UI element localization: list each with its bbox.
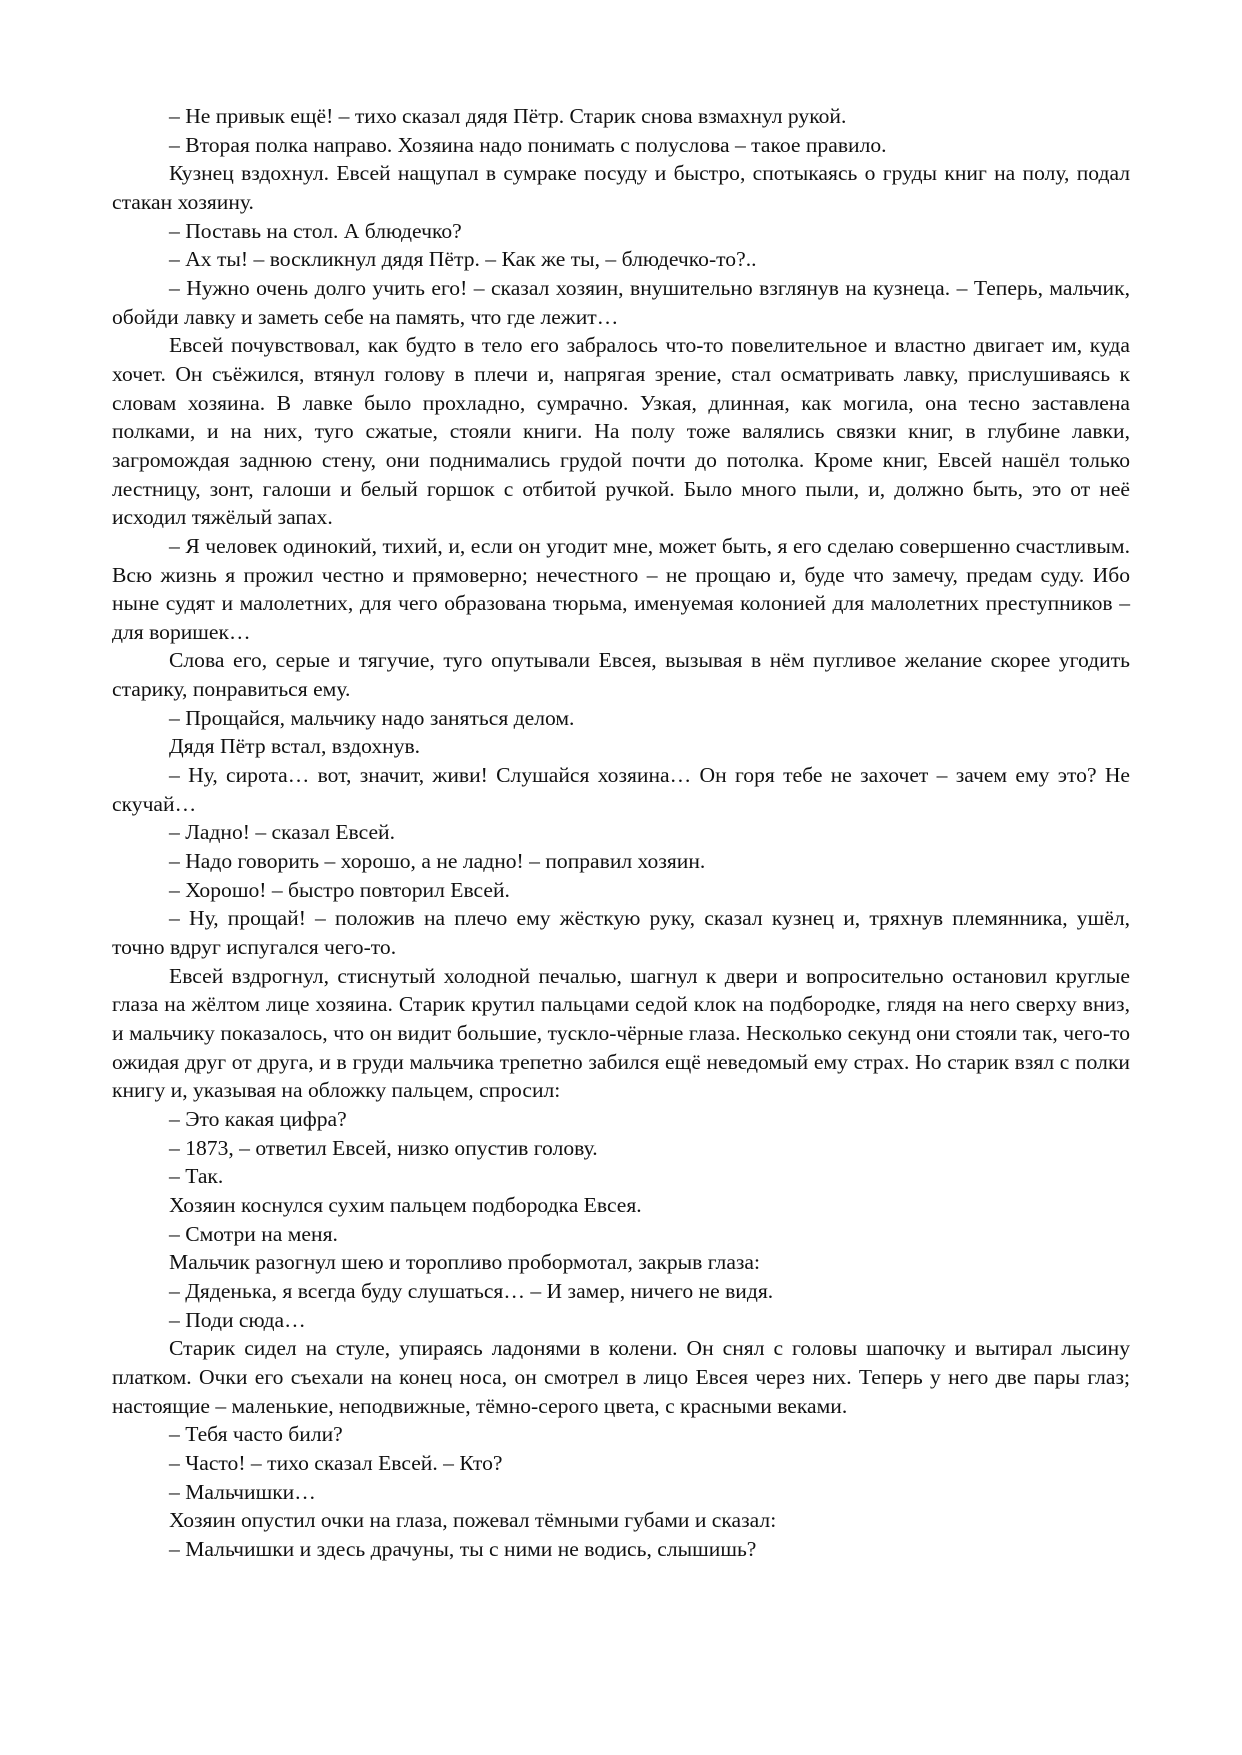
paragraph: – Ах ты! – воскликнул дядя Пётр. – Как же ты, – блюдечко-то?.. (169, 247, 757, 272)
paragraph: – Надо говорить – хорошо, а не ладно! – поправил хозяин. (169, 849, 706, 874)
paragraph: – Я человек одинокий, тихий, и, если он угодит мне, может быть, я его сделаю совершенно счастливым. Всю жизнь я прожил честно и прямоверно; нечестного – не прощаю и, буде что замечу, предам суду. Ибо ныне судят и малолетних, для чего образована тюрьма, именуемая колонией для малолетних преступников – для воришек… (112, 533, 1130, 644)
paragraph: – Не привык ещё! – тихо сказал дядя Пётр. Старик снова взмахнул рукой. (169, 104, 847, 128)
paragraph: – Прощайся, мальчику надо заняться делом. (169, 705, 575, 730)
paragraph: Мальчик разогнул шею и торопливо пробормотал, закрыв глаза: (169, 1250, 761, 1275)
paragraph: – Мальчишки и здесь драчуны, ты с ними не водись, слышишь? (169, 1536, 757, 1561)
paragraph: – Вторая полка направо. Хозяина надо понимать с полуслова – такое правило. (169, 132, 887, 157)
paragraph: Дядя Пётр встал, вздохнув. (169, 734, 421, 759)
paragraph: Хозяин опустил очки на глаза, пожевал тёмными губами и сказал: (169, 1508, 777, 1533)
paragraph: Евсей почувствовал, как будто в тело его забралось что-то повелительное и властно двигает им, куда хочет. Он съёжился, втянул голову в плечи и, напрягая зрение, стал осматривать лавку, прислушиваясь к словам хозяина. В лавке было прохладно, сумрачно. Узкая, длинная, как могила, она тесно заставлена полками, и на них, туго сжатые, стояли книги. На полу тоже валялись связки книг, в глубине лавки, загромождая заднюю стену, они поднимались грудой почти до потолка. Кроме книг, Евсей нашёл только лестницу, зонт, галоши и белый горшок с отбитой ручкой. Было много пыли, и, должно быть, это от неё исходил тяжёлый запах. (112, 333, 1130, 530)
paragraph: – Тебя часто били? (169, 1422, 343, 1447)
paragraph: – Это какая цифра? (169, 1106, 347, 1131)
paragraph: – Мальчишки… (169, 1479, 316, 1504)
document-page (112, 102, 1130, 1563)
paragraph: Слова его, серые и тягучие, туго опутывали Евсея, вызывая в нём пугливое желание скорее угодить старику, понравиться ему. (112, 648, 1130, 702)
paragraph: Кузнец вздохнул. Евсей нащупал в сумраке посуду и быстро, спотыкаясь о груды книг на полу, подал стакан хозяину. (112, 161, 1130, 214)
paragraph: Хозяин коснулся сухим пальцем подбородка Евсея. (169, 1192, 642, 1217)
paragraph: – Ну, сирота… вот, значит, живи! Слушайся хозяина… Он горя тебе не захочет – зачем ему это? Не скучай… (112, 763, 1130, 816)
paragraph: – 1873, – ответил Евсей, низко опустив голову. (169, 1135, 598, 1160)
paragraph: – Поди сюда… (169, 1307, 306, 1332)
paragraph: – Смотри на меня. (169, 1221, 338, 1246)
paragraph: – Нужно очень долго учить его! – сказал хозяин, внушительно взглянув на кузнеца. – Теперь, мальчик, обойди лавку и заметь себе на память, что где лежит… (112, 275, 1130, 329)
paragraph: Старик сидел на стуле, упираясь ладонями в колени. Он снял с головы шапочку и вытирал лысину платком. Очки его съехали на конец носа, он смотрел в лицо Евсея через них. Теперь у него две пары глаз; настоящие – маленькие, неподвижные, тёмно-серого цвета, с красными веками. (112, 1336, 1130, 1418)
paragraph: – Ну, прощай! – положив на плечо ему жёсткую руку, сказал кузнец и, тряхнув племянника, ушёл, точно вдруг испугался чего-то. (112, 906, 1130, 960)
paragraph: – Ладно! – сказал Евсей. (169, 820, 396, 845)
paragraph: – Хорошо! – быстро повторил Евсей. (169, 877, 510, 902)
paragraph: – Дяденька, я всегда буду слушаться… – И замер, ничего не видя. (169, 1278, 774, 1303)
paragraph: – Так. (169, 1164, 224, 1189)
paragraph: – Поставь на стол. А блюдечко? (169, 218, 462, 243)
paragraph: – Часто! – тихо сказал Евсей. – Кто? (169, 1450, 503, 1475)
paragraph: Евсей вздрогнул, стиснутый холодной печалью, шагнул к двери и вопросительно остановил круглые глаза на жёлтом лице хозяина. Старик крутил пальцами седой клок на подбородке, глядя на него сверху вниз, и мальчику показалось, что он видит большие, тускло-чёрные глаза. Несколько секунд они стояли так, чего-то ожидая друг от друга, и в груди мальчика трепетно забился ещё неведомый ему страх. Но старик взял с полки книгу и, указывая на обложку пальцем, спросил: (112, 963, 1130, 1103)
